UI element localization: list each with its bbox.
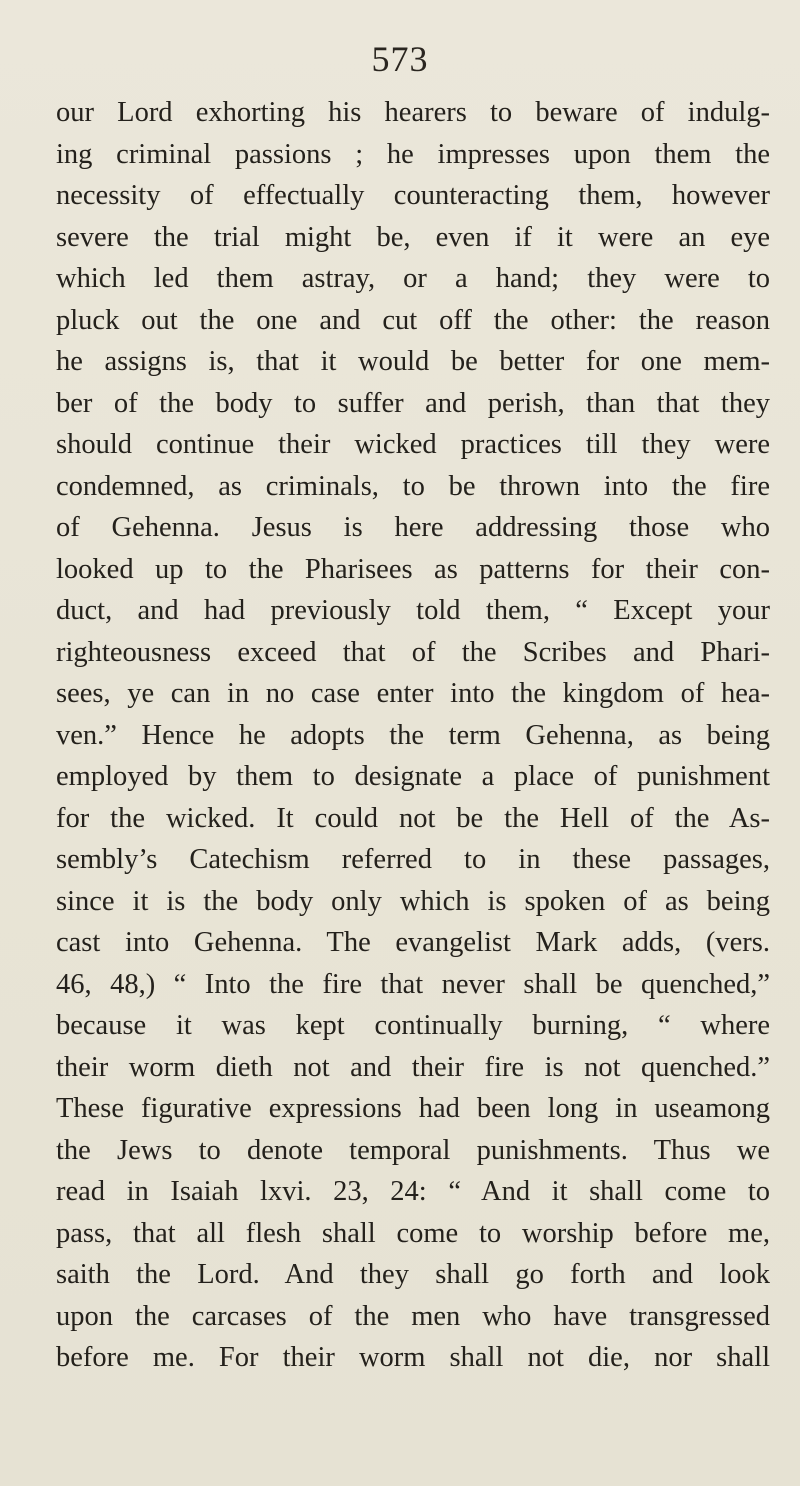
text-line: ing criminal passions ; he impresses upon them the: [56, 138, 770, 170]
text-line: pass, that all flesh shall come to worship before me,: [56, 1217, 770, 1249]
text-line: looked up to the Pharisees as patterns for their con-: [56, 553, 770, 585]
text-line: before me. For their worm shall not die, nor shall: [56, 1342, 770, 1373]
text-line: righteousness exceed that of the Scribes and Phari-: [56, 636, 770, 668]
page-number: 573: [371, 39, 429, 79]
text-line: These figurative expressions had been long in useamong: [56, 1093, 770, 1124]
text-line: read in Isaiah lxvi. 23, 24: “ And it shall come to: [56, 1176, 770, 1207]
text-line: the Jews to denote temporal punishments. Thus we: [56, 1134, 770, 1166]
text-line: necessity of effectually counteracting them, however: [56, 180, 770, 211]
text-line: ven.” Hence he adopts the term Gehenna, as being: [56, 719, 770, 751]
text-line: sembly’s Catechism referred to in these passages,: [56, 844, 770, 875]
text-line: 46, 48,) “ Into the fire that never shall be quenched,”: [56, 968, 770, 1000]
text-line: pluck out the one and cut off the other: the reason: [56, 304, 770, 336]
text-line: severe the trial might be, even if it were an eye: [56, 221, 770, 253]
text-line: since it is the body only which is spoken of as being: [56, 885, 770, 917]
text-line: upon the carcases of the men who have transgressed: [56, 1300, 770, 1332]
text-line: cast into Gehenna. The evangelist Mark adds, (vers.: [56, 927, 770, 958]
text-line: because it was kept continually burning, “ where: [56, 1010, 770, 1041]
text-line: should continue their wicked practices till they were: [56, 429, 770, 460]
text-line: which led them astray, or a hand; they were to: [56, 263, 770, 294]
text-line: their worm dieth not and their fire is not quenched.”: [56, 1051, 770, 1083]
text-line: duct, and had previously told them, “ Except your: [56, 595, 770, 626]
text-line: he assigns is, that it would be better for one mem-: [56, 346, 770, 377]
text-line: employed by them to designate a place of punishment: [56, 761, 770, 792]
text-line: our Lord exhorting his hearers to beware of indulg-: [56, 97, 770, 128]
text-line: for the wicked. It could not be the Hell of the As-: [56, 802, 770, 834]
body-text: [56, 92, 770, 1379]
text-line: sees, ye can in no case enter into the kingdom of hea-: [56, 678, 770, 709]
text-line: of Gehenna. Jesus is here addressing those who: [56, 512, 770, 543]
text-line: ber of the body to suffer and perish, than that they: [56, 387, 770, 419]
text-line: saith the Lord. And they shall go forth and look: [56, 1259, 770, 1290]
text-line: condemned, as criminals, to be thrown into the fire: [56, 470, 770, 502]
